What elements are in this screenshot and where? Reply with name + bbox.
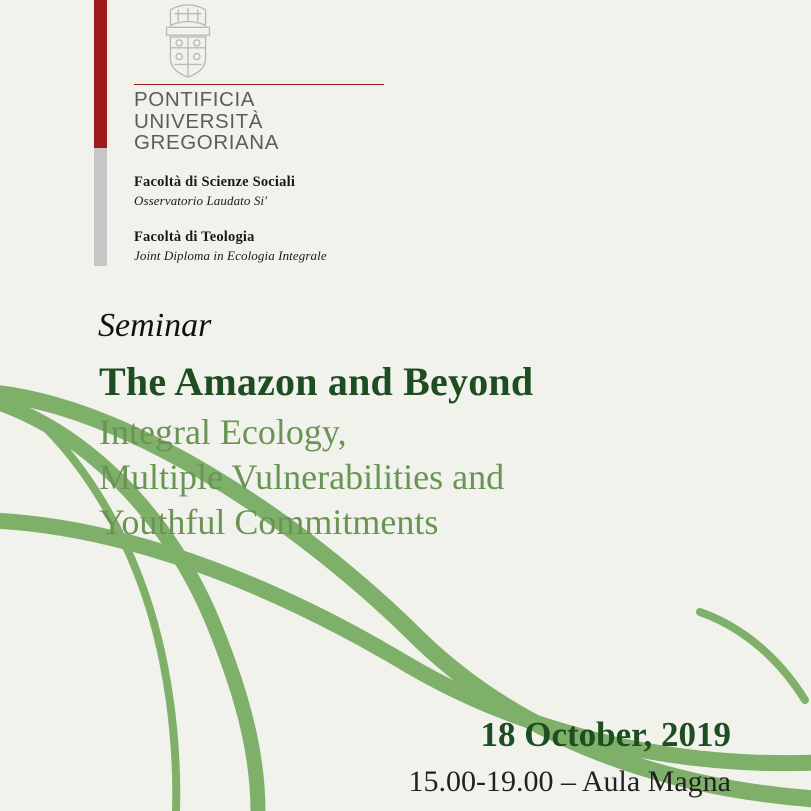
- university-name-line-2: UNIVERSITÀ: [134, 109, 264, 133]
- faculty-title: Facoltà di Scienze Sociali: [134, 174, 296, 190]
- faculty-subtitle: Joint Diploma in Ecologia Integrale: [134, 248, 327, 263]
- event-subtitle: [99, 410, 504, 545]
- page-title: The Amazon and Beyond: [99, 359, 534, 404]
- event-kind-label: Seminar: [98, 307, 212, 344]
- university-name-line-1: PONTIFICIA: [134, 88, 256, 111]
- university-name-line-3: GREGORIANA: [134, 131, 279, 154]
- event-time-and-venue: 15.00-19.00 – Aula Magna: [408, 765, 731, 798]
- faculty-theology: [134, 229, 454, 264]
- event-subtitle-line-1: Integral Ecology,: [99, 412, 347, 452]
- faculty-social-sciences: [134, 174, 454, 209]
- event-subtitle-line-3: Youthful Commitments: [99, 502, 439, 542]
- faculty-subtitle: Osservatorio Laudato Si': [134, 193, 268, 208]
- event-subtitle-line-2: Multiple Vulnerabilities and: [99, 457, 505, 497]
- university-name: [134, 84, 384, 154]
- red-vertical-bar: [94, 0, 107, 148]
- university-crest-icon: [149, 2, 227, 80]
- grey-vertical-bar: [94, 148, 107, 266]
- event-date: 18 October, 2019: [480, 715, 731, 754]
- faculty-title: Facoltà di Teologia: [134, 229, 255, 245]
